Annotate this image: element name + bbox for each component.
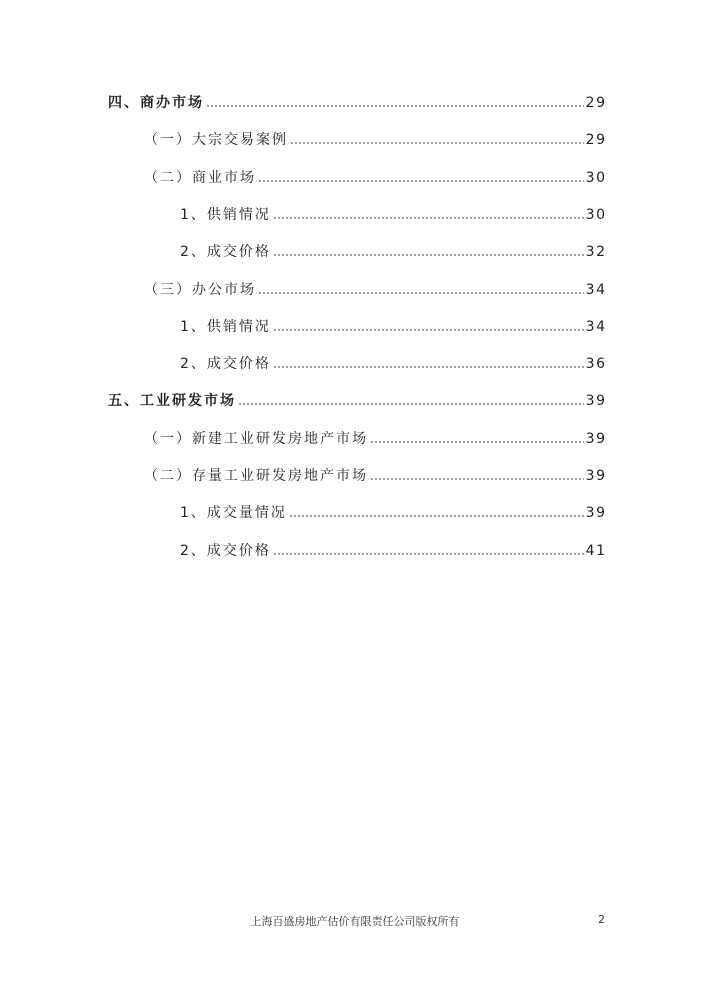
toc-entry-page: 34 (585, 282, 607, 298)
toc-entry[interactable] (180, 502, 605, 524)
toc-entry-title: 1、供销情况 (180, 319, 271, 335)
toc-entry[interactable] (180, 540, 605, 562)
toc-leader-dots (258, 179, 584, 183)
toc-entry-title: （三）办公市场 (144, 282, 256, 298)
toc-entry-title: 2、成交价格 (180, 244, 271, 260)
toc-entry-page: 30 (585, 207, 607, 223)
toc-entry-page: 39 (585, 393, 607, 409)
toc-leader-dots (289, 514, 584, 518)
toc-entry-title: （二）存量工业研发房地产市场 (144, 468, 368, 484)
toc-entry-page: 36 (585, 356, 607, 372)
toc-entry-title: 2、成交价格 (180, 543, 271, 559)
toc-entry-title: 2、成交价格 (180, 356, 271, 372)
toc-leader-dots (290, 141, 584, 145)
toc-leader-dots (370, 440, 584, 444)
toc-entry[interactable] (144, 428, 605, 450)
toc-entry-page: 39 (585, 431, 607, 447)
toc-entry-title: 四、商办市场 (108, 95, 204, 111)
toc-entry-page: 39 (585, 468, 607, 484)
toc-entry[interactable] (108, 390, 605, 412)
toc-entry-page: 39 (585, 505, 607, 521)
toc-entry[interactable] (180, 316, 605, 338)
toc-entry[interactable] (180, 204, 605, 226)
toc-entry[interactable] (144, 279, 605, 301)
toc-leader-dots (273, 552, 584, 556)
toc-entry-page: 29 (585, 95, 607, 111)
toc-entry-page: 30 (585, 170, 607, 186)
toc-leader-dots (273, 253, 584, 257)
toc-entry-title: 五、工业研发市场 (108, 393, 236, 409)
toc-leader-dots (273, 216, 584, 220)
toc-leader-dots (206, 104, 584, 108)
toc-entry[interactable] (108, 92, 605, 114)
toc-entry-page: 32 (585, 244, 607, 260)
toc-entry-title: 1、成交量情况 (180, 505, 287, 521)
toc-entry-page: 29 (585, 132, 607, 148)
toc-entry[interactable] (180, 353, 605, 375)
page-number: 2 (598, 913, 605, 926)
toc-leader-dots (273, 328, 584, 332)
toc-entry[interactable] (144, 129, 605, 151)
toc-leader-dots (238, 402, 584, 406)
toc-entry-page: 34 (585, 319, 607, 335)
toc-entry-title: （一）大宗交易案例 (144, 132, 288, 148)
footer-copyright: 上海百盛房地产估价有限责任公司版权所有 (250, 915, 460, 928)
toc-entry-page: 41 (585, 543, 607, 559)
toc-entry[interactable] (180, 241, 605, 263)
toc-entry-title: （二）商业市场 (144, 170, 256, 186)
toc-leader-dots (370, 477, 584, 481)
toc-leader-dots (273, 365, 584, 369)
toc-entry[interactable] (144, 167, 605, 189)
toc-entry-title: （一）新建工业研发房地产市场 (144, 431, 368, 447)
toc-entry-title: 1、供销情况 (180, 207, 271, 223)
toc-leader-dots (258, 291, 584, 295)
toc-entry[interactable] (144, 465, 605, 487)
